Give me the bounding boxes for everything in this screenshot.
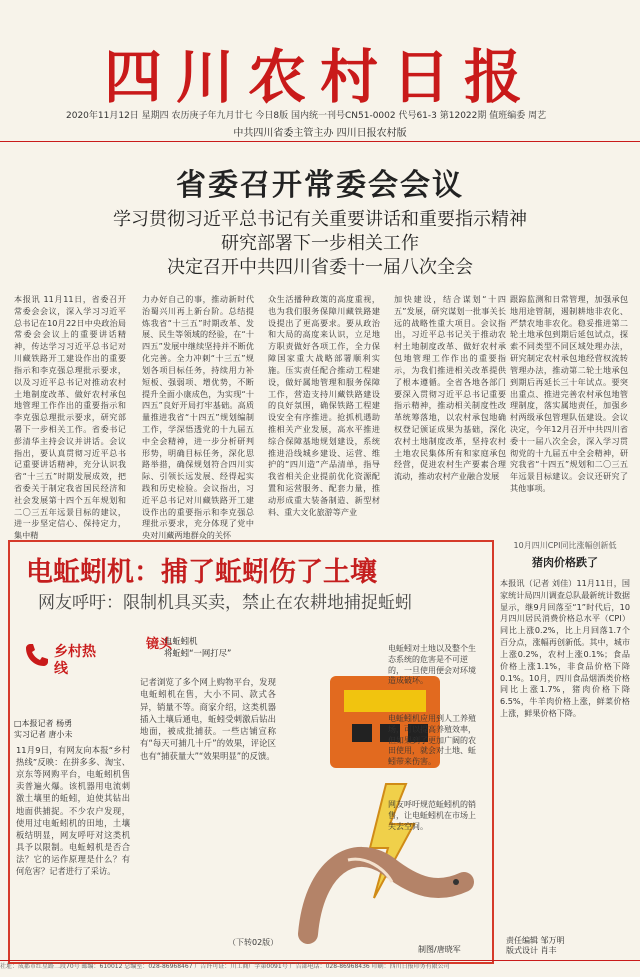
sidebar-body: 本报讯（记者 刘佳）11月11日，国家统计局四川调查总队最新统计数据显示，继9月回落至“1”时代后，10月四川居民消费价格总水平（CPI）同比上涨0.2%，比上月回落1.7个百分点，涨幅再创新低。其中，城市上涨0.2%，农村上涨0.1%；食品价格上涨1.1%，非食品价格下降0.1%。10月，四川食品烟酒类价格同比上涨1.7%，猪肉价格下降6.5%，牛羊肉价格上涨，鲜菜价格上涨，鲜果价格下降。 xyxy=(500,578,630,718)
callout-2: 电蚯蚓机应用到人工养殖场，可以提高养殖效率，但如果到了更加广阔的农田使用，就会对土地、蚯蚓带来伤害。 xyxy=(388,714,476,767)
masthead xyxy=(0,0,640,111)
mirror-heading xyxy=(164,636,231,660)
mirror-tag: 镜头 xyxy=(146,637,173,652)
sidebar-kicker: 10月四川CPI同比涨幅创新低 xyxy=(513,541,617,550)
hotline-label: 乡村热线 xyxy=(54,644,96,677)
article-column-1: 本报讯 11月11日，省委召开常委会会议，深入学习习近平总书记在10月22日中央政治局常委会会议上的重要讲话精神，传达学习习近平总书记对川藏铁路开工建设作出的重要指示和李克强总理批示要求，以及习近平总书记对推动农村土地制度改革、做好农村承包地管理工作作出的重要指示和李克强总理批示要求，研究部署下一步相关工作。省委书记彭清华主持会议并讲话。会议指出，要认真贯彻习近平总书记重要讲话精神，充分认识我省“十三五”时期发展成效，把省委关于制定我省国民经济和社会发展第十四个五年规划和二〇三五年远景目标的建议，进一步坚定信心、保持定力，集中精 xyxy=(14,294,126,540)
article-column-2: 力办好自己的事，推动新时代治蜀兴川再上新台阶。总结提炼我省“十三五”时期改革、发展、民生等领域的经验，在“十四五”发展中继续坚持并不断优化完善。全力冲刺“十三五”规划各项目标任务，持续用力补短板、强弱项、增优势，不断提升全面小康成色，为实现“十四五”良好开局打牢基础。高质量推进我省“十四五”规划编制工作，学深悟透党的十九届五中全会精神，进一步分析研判形势，明确目标任务，深化思路举措，确保规划符合四川实际、引领长远发展、经得起实践和历史检验。会议指出，习近平总书记对川藏铁路开工建设作出的重要指示和李克强总理批示要求，充分体现了党中央对川藏两地群众的关怀 xyxy=(142,294,254,540)
mirror-body: 记者浏览了多个网上购物平台，发现电蚯蚓机在售，大小不同、款式各异，销量不等。商家介绍，这类机器插入土壤后通电，蚯蚓受刺激后钻出地面，被成批捕获。一些店铺宣称有“每天可捕几十斤”的效果，评论区也有“捕获量大”“效果明显”的反馈。 xyxy=(140,677,276,761)
hotline-badge xyxy=(22,640,104,678)
sponsor-line: 中共四川省委主管主办 四川日报农村版 xyxy=(0,124,640,142)
issue-info-bar: 2020年11月12日 星期四 农历庚子年九月廿七 今日8版 国内统一刊号CN51-0002 代号61-3 第12022期 值班编委 周艺 xyxy=(66,111,547,120)
feature-headline: 电蚯蚓机：捕了蚯蚓伤了土壤 xyxy=(26,557,377,588)
editor-credits: 责任编辑 邹万明 版式设计 肖丰 xyxy=(506,936,565,956)
sidebar-story xyxy=(496,540,634,960)
continued-note: （下转02版） xyxy=(228,938,279,947)
feature-subheadline: 网友呼吁：限制机具买卖，禁止在农耕地捕捉蚯蚓 xyxy=(38,593,412,613)
mirror-subtitle: 将蚯蚓“一网打尽” xyxy=(164,647,232,658)
feature-reporters: □本报记者 杨勇 实习记者 唐小未 xyxy=(14,719,73,740)
feature-body: 11月9日，有网友向本报“乡村热线”反映：在拼多多、淘宝、京东等网购平台，电蚯蚓机售卖普遍火爆。该机器用电流刺激土壤里的蚯蚓，迫使其钻出地面供捕捉。不少农户发现，使用过电蚯蚓机的田地，土壤板结明显，网友呼吁对这类机具予以限制。电蚯蚓机是否合法？它的运作原理是什么？有何危害？记者进行了采访。 xyxy=(16,745,130,877)
phone-icon xyxy=(22,640,52,670)
newspaper-title: 四川农村日报 xyxy=(103,43,536,111)
article-column-4: 加快建设，结合谋划“十四五”发展，研究谋划一批事关长远的战略性重大项目。会议指出，习近平总书记关于推动农村土地制度改革、做好农村承包地管理工作作出的重要指示，为我们推进相关改革提供了根本遵循。全省各地各部门要深入贯彻习近平总书记重要指示精神，推动相关制度性改革统筹落地，以农村承包地确权登记颁证成果为基础，深化农村土地制度改革，坚持农村土地农民集体所有和家庭承包经营，促进农村生产要素合理流动，推动农村产业融合发展 xyxy=(394,294,506,482)
mirror-title: 电蚯蚓机 xyxy=(164,636,198,646)
sidebar-title: 猪肉价格跌了 xyxy=(532,556,598,569)
article-column-3: 众生活播种政策的高度重视，也为我们服务保障川藏铁路建设提出了更高要求。要从政治和大局的高度来认识，立足地方职责做好各项工作，全力保障国家重大战略部署顺利实施。压实责任配合推动工程建设，做好属地管理和服务保障工作，营造支持川藏铁路建设的良好氛围，确保铁路工程建设安全有序推进。抢抓机遇助推相关产业发展，高水平推进综合保障基地规划建设，系统推进沿线城乡建设、运营、维护的“四川造”产品清单，指导我省相关企业提前优化资源配置和运营服务、配套力量，推动形成重大装备制造、新型材料、重大文化旅游等产业 xyxy=(268,294,380,517)
callout-3: 网友呼吁规范蚯蚓机的销售，让电蚯蚓机在市场上失去空间。 xyxy=(388,800,476,831)
main-headline: 省委召开常委会会议 xyxy=(176,168,464,203)
subheadline-1: 学习贯彻习近平总书记有关重要讲话和重要指示精神 xyxy=(113,209,527,230)
callout-1: 电蚯蚓对土地以及整个生态系统的危害是不可逆的，一旦使用便会对环境造成破坏。 xyxy=(388,644,476,686)
article-column-5: 跟踪监测和日常管理，加强承包地用途管制，遏制耕地非农化、严禁农地非农化。稳妥推进第二轮土地承包到期后延包试点，探索不同类型不同区域处理办法，研究制定农村承包地经营权流转管理办法，推动第二轮土地承包到期后再延长三十年试点。要突出重点、推进完善农村承包地管理制度，落实属地责任，加强乡村两级承包管理队伍建设。会议决定，今年12月召开中共四川省委十一届八次全会，深入学习贯彻党的十九届五中全会精神，研究我省“十四五”规划和二〇三五年远景目标建议。会议还研究了其他事项。 xyxy=(510,294,628,493)
image-credit: 制图/唐晓军 xyxy=(418,945,461,954)
subheadline-2: 研究部署下一步相关工作 xyxy=(221,233,419,254)
footer: 社址：成都市红星路二段70号 邮编：610012 总编室：028-86968467 广告许可证：川工商广字第0091号 广告部电话：028-86968436 印刷：四川日报印务有限公司 xyxy=(0,960,640,977)
subheadline-3: 决定召开中共四川省委十一届八次全会 xyxy=(167,257,473,278)
